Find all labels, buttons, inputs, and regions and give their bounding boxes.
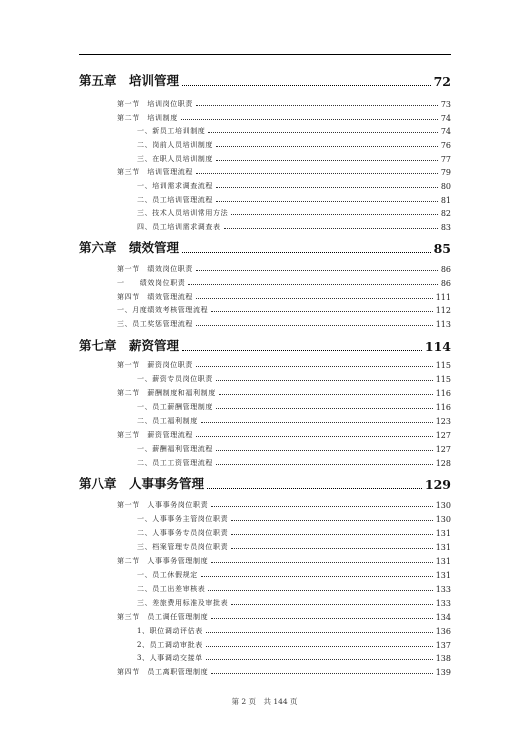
toc-section-entry[interactable] <box>137 456 451 468</box>
toc-entry-label: 三、档案管理专员岗位职责 <box>137 543 229 551</box>
toc-page-number: 74 <box>440 114 451 123</box>
toc-entry-label: 一、员工薪酬管理制度 <box>137 403 213 411</box>
toc-dot-leader <box>216 380 433 381</box>
toc-dot-leader <box>182 350 422 351</box>
toc-dot-leader <box>216 201 438 202</box>
toc-page-number: 131 <box>435 557 451 566</box>
toc-entry-label: 第二节 培训制度 <box>117 114 178 122</box>
toc-page-number: 86 <box>440 265 451 274</box>
toc-dot-leader <box>207 488 422 489</box>
toc-section-entry[interactable] <box>137 512 451 524</box>
toc-page-number: 131 <box>435 529 451 538</box>
toc-dot-leader <box>196 436 433 437</box>
toc-entry-label: 第一节 薪资岗位职责 <box>117 361 193 369</box>
toc-page-number: 136 <box>435 627 451 636</box>
toc-page-number: 131 <box>435 543 451 552</box>
toc-page-number: 85 <box>433 241 451 256</box>
toc-entry-label: 一、员工休假规定 <box>137 571 198 579</box>
toc-dot-leader <box>211 673 433 674</box>
toc-section-entry[interactable] <box>137 638 451 650</box>
toc-entry-label: 三、在职人员培训制度 <box>137 155 213 163</box>
toc-page-number: 116 <box>435 403 451 412</box>
toc-dot-leader <box>201 576 433 577</box>
toc-page-number: 86 <box>440 279 451 288</box>
toc-page-number: 130 <box>435 515 451 524</box>
toc-section-entry[interactable] <box>137 193 451 205</box>
toc-entry-label: 二、员工培训管理流程 <box>137 196 213 204</box>
toc-entry-label: 第一节 人事事务岗位职责 <box>117 501 209 509</box>
toc-dot-leader <box>231 534 433 535</box>
toc-section-entry[interactable] <box>117 358 451 370</box>
toc-dot-leader <box>231 604 433 605</box>
toc-page-number: 133 <box>435 585 451 594</box>
toc-section-entry[interactable] <box>117 428 451 440</box>
toc-page-number: 77 <box>440 155 451 164</box>
toc-page-number: 134 <box>435 613 451 622</box>
toc-entry-label: 第三节 员工调任管理制度 <box>117 613 209 621</box>
toc-entry-label: 二、岗前人员培训制度 <box>137 141 213 149</box>
toc-dot-leader <box>211 562 433 563</box>
toc-section-entry[interactable] <box>117 262 451 274</box>
toc-dot-leader <box>181 119 438 120</box>
toc-dot-leader <box>196 105 438 106</box>
toc-dot-leader <box>231 548 433 549</box>
toc-page-number: 114 <box>424 339 451 354</box>
toc-entry-label: 二、员工福利制度 <box>137 417 198 425</box>
toc-section-entry[interactable] <box>137 414 451 426</box>
toc-chapter-entry[interactable] <box>79 238 451 256</box>
toc-section-entry[interactable] <box>117 610 451 622</box>
toc-section-entry[interactable] <box>137 372 451 384</box>
toc-section-entry[interactable] <box>137 152 451 164</box>
toc-dot-leader <box>196 325 433 326</box>
toc-entry-label: 四、员工培训需求调查表 <box>137 223 221 231</box>
toc-section-entry[interactable] <box>137 526 451 538</box>
toc-entry-label: 1、职位调动评估表 <box>137 627 203 635</box>
toc-page-number: 133 <box>435 599 451 608</box>
toc-dot-leader <box>206 646 433 647</box>
toc-entry-label: 二、人事事务专员岗位职责 <box>137 529 229 537</box>
toc-page-number: 115 <box>435 375 451 384</box>
toc-section-entry[interactable] <box>137 596 451 608</box>
toc-section-entry[interactable] <box>137 582 451 594</box>
toc-page-number: 137 <box>435 641 451 650</box>
toc-entry-label: 第八章 人事事务管理 <box>79 476 205 491</box>
toc-section-entry[interactable] <box>137 206 451 218</box>
toc-page-number: 80 <box>440 182 451 191</box>
toc-section-entry[interactable] <box>137 400 451 412</box>
toc-chapter-entry[interactable] <box>79 71 451 89</box>
toc-section-entry[interactable] <box>117 386 451 398</box>
toc-dot-leader <box>201 422 433 423</box>
toc-page-number: 139 <box>435 668 451 677</box>
toc-chapter-entry[interactable] <box>79 474 451 492</box>
toc-section-entry[interactable] <box>137 540 451 552</box>
toc-dot-leader <box>188 284 437 285</box>
toc-page-number: 111 <box>435 293 451 302</box>
toc-dot-leader <box>196 366 433 367</box>
toc-entry-label: 一 绩效岗位职责 <box>117 279 186 287</box>
toc-section-entry[interactable] <box>117 290 451 302</box>
toc-page-number: 112 <box>435 306 451 315</box>
toc-entry-label: 二、员工出差审核表 <box>137 585 206 593</box>
toc-entry-label: 二、员工工资管理流程 <box>137 459 213 467</box>
toc-page-number: 131 <box>435 571 451 580</box>
toc-entry-label: 第一节 培训岗位职责 <box>117 100 193 108</box>
toc-entry-label: 第三节 薪资管理流程 <box>117 431 193 439</box>
toc-section-entry[interactable] <box>137 651 451 663</box>
toc-section-entry[interactable] <box>117 317 451 329</box>
toc-page-number: 74 <box>440 127 451 136</box>
toc-entry-label: 第一节 绩效岗位职责 <box>117 265 193 273</box>
toc-chapter-entry[interactable] <box>79 336 451 354</box>
toc-dot-leader <box>196 298 433 299</box>
toc-page-number: 115 <box>435 361 451 370</box>
toc-dot-leader <box>208 590 432 591</box>
header-rule <box>79 54 451 55</box>
toc-entry-label: 第六章 绩效管理 <box>79 240 180 255</box>
toc-page-number: 73 <box>440 100 451 109</box>
toc-entry-label: 第四节 员工离职管理制度 <box>117 668 209 676</box>
toc-dot-leader <box>211 506 433 507</box>
toc-section-entry[interactable] <box>117 665 451 677</box>
toc-entry-label: 第五章 培训管理 <box>79 73 180 88</box>
toc-entry-label: 3、人事调动交接单 <box>137 654 203 662</box>
toc-entry-label: 一、培训需求调查流程 <box>137 182 213 190</box>
toc-section-entry[interactable] <box>117 303 451 315</box>
toc-entry-label: 一、月度绩效考核管理流程 <box>117 306 209 314</box>
toc-section-entry[interactable] <box>137 220 451 232</box>
toc-entry-label: 一、新员工培训制度 <box>137 127 206 135</box>
toc-entry-label: 三、技术人员培训常用方法 <box>137 209 229 217</box>
toc-section-entry[interactable] <box>117 276 451 288</box>
toc-dot-leader <box>182 85 431 86</box>
toc-section-entry[interactable] <box>117 554 451 566</box>
toc-page-number: 83 <box>440 223 451 232</box>
toc-page-number: 116 <box>435 389 451 398</box>
toc-entry-label: 第三节 培训管理流程 <box>117 168 193 176</box>
toc-dot-leader <box>216 464 433 465</box>
toc-entry-label: 2、员工调动审批表 <box>137 641 203 649</box>
toc-page-number: 128 <box>435 459 451 468</box>
toc-page-number: 130 <box>435 501 451 510</box>
toc-page-number: 127 <box>435 445 451 454</box>
toc-section-entry[interactable] <box>117 165 451 177</box>
toc-dot-leader <box>216 408 433 409</box>
toc-entry-label: 第四节 绩效管理流程 <box>117 293 193 301</box>
toc-dot-leader <box>211 311 433 312</box>
toc-section-entry[interactable] <box>117 498 451 510</box>
toc-page-number: 79 <box>440 168 451 177</box>
toc-page-number: 81 <box>440 196 451 205</box>
toc-entry-label: 第七章 薪资管理 <box>79 338 180 353</box>
toc-entry-label: 第二节 人事事务管理制度 <box>117 557 209 565</box>
toc-section-entry[interactable] <box>137 442 451 454</box>
toc-dot-leader <box>208 132 437 133</box>
toc-dot-leader <box>216 160 438 161</box>
toc-dot-leader <box>216 146 438 147</box>
toc-page-number: 76 <box>440 141 451 150</box>
toc-page-number: 129 <box>424 477 451 492</box>
toc-page-number: 127 <box>435 431 451 440</box>
toc-dot-leader <box>216 187 438 188</box>
toc-dot-leader <box>196 270 438 271</box>
toc-page-number: 82 <box>440 209 451 218</box>
toc-section-entry[interactable] <box>117 111 451 123</box>
toc-entry-label: 第二节 薪酬制度和福利制度 <box>117 389 216 397</box>
toc-entry-label: 一、人事事务主管岗位职责 <box>137 515 229 523</box>
toc-section-entry[interactable] <box>137 138 451 150</box>
toc-dot-leader <box>196 173 438 174</box>
toc-entry-label: 三、差旅费用标准及审批表 <box>137 599 229 607</box>
toc-entry-label: 一、薪酬福利管理流程 <box>137 445 213 453</box>
toc-page-number: 138 <box>435 654 451 663</box>
toc-page-number: 123 <box>435 417 451 426</box>
toc-page-number: 72 <box>433 74 451 89</box>
toc-dot-leader <box>216 450 433 451</box>
toc-dot-leader <box>206 659 433 660</box>
toc-dot-leader <box>206 632 433 633</box>
toc-dot-leader <box>231 520 433 521</box>
page-footer: 第 2 页 共 144 页 <box>231 697 298 706</box>
toc-section-entry[interactable] <box>137 568 451 580</box>
toc-section-entry[interactable] <box>137 179 451 191</box>
toc-section-entry[interactable] <box>117 97 451 109</box>
toc-entry-label: 三、员工奖惩管理流程 <box>117 320 193 328</box>
toc-dot-leader <box>231 214 438 215</box>
toc-section-entry[interactable] <box>137 124 451 136</box>
toc-dot-leader <box>182 252 431 253</box>
toc-dot-leader <box>219 394 433 395</box>
toc-section-entry[interactable] <box>137 624 451 636</box>
toc-dot-leader <box>211 618 433 619</box>
toc-dot-leader <box>224 228 438 229</box>
toc-page-number: 113 <box>435 320 451 329</box>
toc-entry-label: 一、薪资专员岗位职责 <box>137 375 213 383</box>
